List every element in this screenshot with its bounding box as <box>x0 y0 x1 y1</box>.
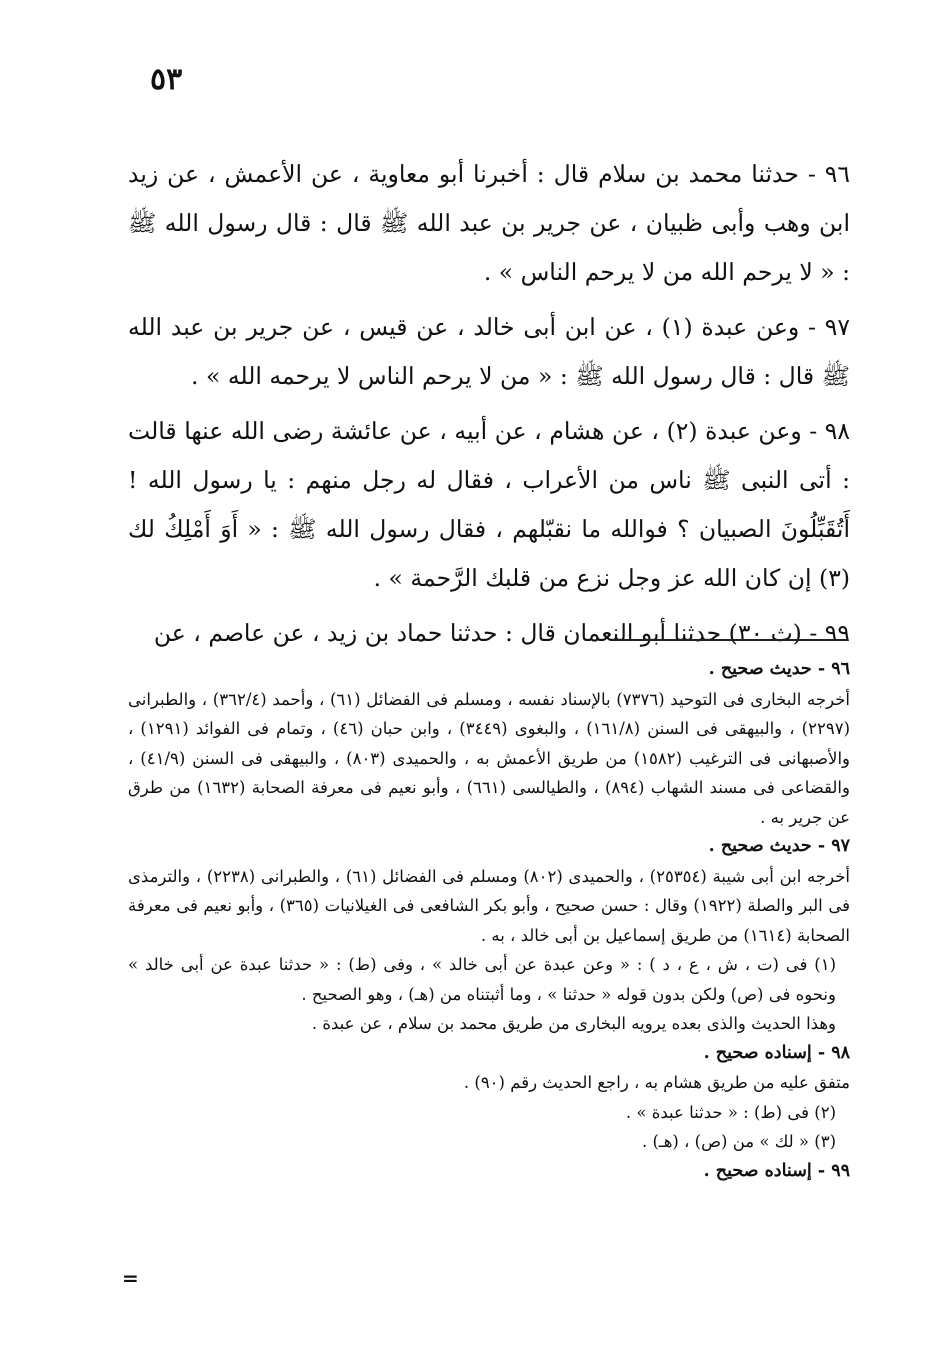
note-98-text: متفق عليه من طريق هشام به ، راجع الحديث رقم (٩٠) . <box>463 1073 850 1092</box>
footnotes <box>128 655 850 1186</box>
footnote-3: (٣) « لك » من (ص) ، (هـ) . <box>641 1132 836 1151</box>
note-97-text: أخرجه ابن أبى شيبة (٢٥٣٥٤) ، والحميدى (٨٠٢) ومسلم فى الفضائل (٦١) ، والطبرانى (٢٢٣٨) ، والترمذى فى البر والصلة (١٩٢٢) وقال : حسن صحيح ، وأبو بكر الشافعى فى الغيلانيات (٣٦٥) ، وأبو نعيم فى معرفة الصحابة (١٦١٤) من طريق إسماعيل بن أبى خالد ، به . <box>128 866 850 945</box>
hadith-97: ٩٧ - وعن عبدة (١) ، عن ابن أبى خالد ، عن قيس ، عن جرير بن عبد الله ﷺ قال : قال رسول الله ﷺ : « من لا يرحم الناس لا يرحمه الله » . <box>128 313 850 390</box>
note-96-grade: ٩٦ - حديث صحيح . <box>708 659 850 679</box>
hadith-96: ٩٦ - حدثنا محمد بن سلام قال : أخبرنا أبو معاوية ، عن الأعمش ، عن زيد ابن وهب وأبى ظبيان ، عن جرير بن عبد الله ﷺ قال : قال رسول الله ﷺ : « لا يرحم الله من لا يرحم الناس » . <box>128 160 850 286</box>
note-96-text: أخرجه البخارى فى التوحيد (٧٣٧٦) بالإسناد نفسه ، ومسلم فى الفضائل (٦١) ، وأحمد (٣٦٢/٤) ، والطبرانى (٢٢٩٧) ، والبيهقى فى السنن (١٦١/٨) ، والبغوى (٣٤٤٩) ، وابن حبان (٤٦) ، وتمام فى الفوائد (١٢٩١) ، والأصبهانى فى الترغيب (١٥٨٢) من طريق الأعمش به ، والحميدى (٨٠٣) ، والبيهقى فى السنن (٤١/٩) ، والقضاعى فى مسند الشهاب (٨٩٤) ، والطيالسى (٦٦١) ، وأبو نعيم فى معرفة الصحابة (١٦٣٢) من طرق عن جرير به . <box>128 689 850 827</box>
footnote-divider <box>612 639 848 641</box>
page-number: ٥٣ <box>150 62 183 97</box>
main-text <box>128 150 850 664</box>
note-97-grade: ٩٧ - حديث صحيح . <box>708 836 850 856</box>
continuation-mark: = <box>122 1266 139 1290</box>
hadith-98: ٩٨ - وعن عبدة (٢) ، عن هشام ، عن أبيه ، عن عائشة رضى الله عنها قالت : أتى النبى ﷺ ناس من الأعراب ، فقال له رجل منهم : يا رسول الله ! أَتُقَبِّلُونَ الصبيان ؟ فوالله ما نقبّلهم ، فقال رسول الله ﷺ : « أَوَ أَمْلِكُ لك (٣) إن كان الله عز وجل نزع من قلبك الرَّحمة » . <box>128 417 850 592</box>
note-99-grade: ٩٩ - إسناده صحيح . <box>703 1160 850 1181</box>
footnote-1-extra: وهذا الحديث والذى بعده يرويه البخارى من طريق محمد بن سلام ، عن عبدة . <box>311 1014 836 1033</box>
note-98-grade: ٩٨ - إسناده صحيح . <box>703 1042 850 1063</box>
footnote-2: (٢) فى (ط) : « حدثنا عبدة » . <box>625 1102 836 1122</box>
hadith-99: ٩٩ - (ث ٣٠) حدثنا أبو النعمان قال : حدثنا حماد بن زيد ، عن عاصم ، عن <box>153 619 850 647</box>
footnote-1: (١) فى (ت ، ش ، ع ، د ) : « وعن عبدة عن أبى خالد » ، وفى (ط) : « حدثنا عبدة عن أبى خالد » ونحوه فى (ص) ولكن بدون قوله « حدثنا » ، وما أثبتناه من (هـ) ، وهو الصحيح . <box>128 955 836 1004</box>
